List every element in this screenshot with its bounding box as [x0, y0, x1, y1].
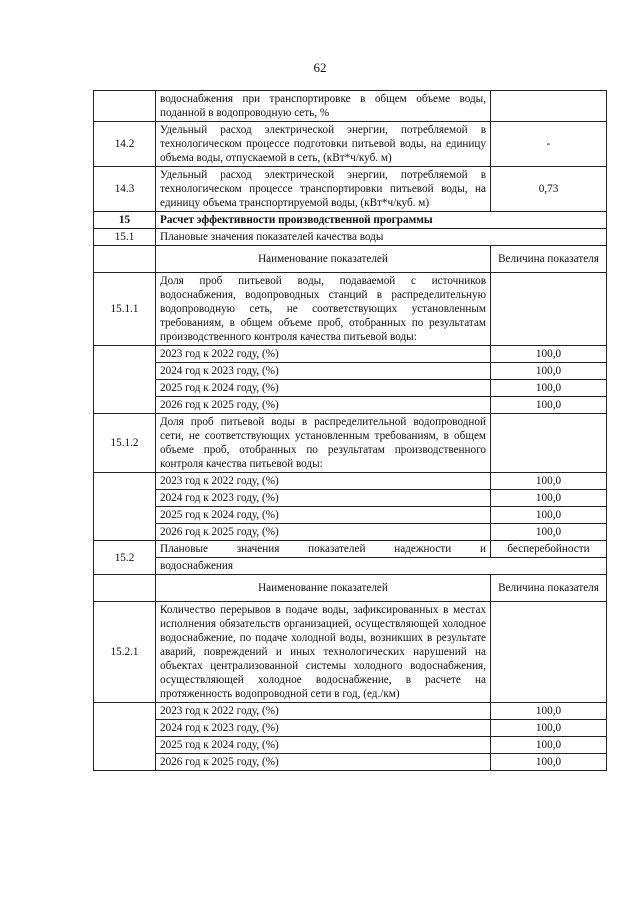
- year-label: 2024 год к 2023 году, (%): [156, 363, 491, 380]
- header-row: [94, 246, 607, 273]
- year-row: [94, 346, 607, 363]
- header-name: Наименование показателей: [156, 575, 491, 602]
- empty-cell: [94, 346, 156, 414]
- indicator-value: -: [491, 122, 607, 167]
- table-row: [94, 91, 607, 122]
- row-number-cell: 15.1.1: [94, 273, 156, 346]
- year-label: 2024 год к 2023 году, (%): [156, 490, 491, 507]
- year-label: 2026 год к 2025 году, (%): [156, 397, 491, 414]
- table-row: [94, 122, 607, 167]
- header-name: Наименование показателей: [156, 246, 491, 273]
- year-label: 2023 год к 2022 году, (%): [156, 346, 491, 363]
- indicator-text: водоснабжения при транспортировке в общем объеме воды, поданной в водопроводную сеть, %: [156, 91, 491, 122]
- row-number-cell: 14.3: [94, 167, 156, 212]
- section-row: [94, 212, 607, 229]
- year-label: 2025 год к 2024 году, (%): [156, 737, 491, 754]
- year-row: [94, 473, 607, 490]
- year-value: 100,0: [491, 363, 607, 380]
- indicator-text: Удельный расход электрической энергии, потребляемой в технологическом процессе подготовки питьевой воды, на единицу объема воды, отпускаемой в сеть, (кВт*ч/куб. м): [156, 122, 491, 167]
- year-value: 100,0: [491, 720, 607, 737]
- year-row: [94, 490, 607, 507]
- year-label: 2023 год к 2022 году, (%): [156, 703, 491, 720]
- subsection-title-part: Плановые значения показателей надежности и: [156, 541, 491, 558]
- indicator-text: Количество перерывов в подаче воды, зафиксированных в местах исполнения обязательств организацией, осуществляющей холодное водоснабжение, по подаче холодной воды, возникших в результате аварий, повреждений и иных технологических нарушений на объектах централизованной системы холодного водоснабжения, осуществляющей холодное водоснабжение, в расчете на протяженность водопроводной сети в год, (ед./км): [156, 602, 491, 703]
- header-empty-cell: [94, 246, 156, 273]
- row-number-cell: 14.2: [94, 122, 156, 167]
- year-label: 2024 год к 2023 году, (%): [156, 720, 491, 737]
- indicator-value: 0,73: [491, 167, 607, 212]
- year-value: 100,0: [491, 380, 607, 397]
- header-value: Величина показателя: [491, 246, 607, 273]
- indicator-text: Удельный расход электрической энергии, потребляемой в технологическом процессе транспортировки питьевой воды, на единицу объема транспортируемой воды, (кВт*ч/куб. м): [156, 167, 491, 212]
- year-row: [94, 754, 607, 771]
- year-row: [94, 703, 607, 720]
- empty-cell: [94, 473, 156, 541]
- year-label: 2026 год к 2025 году, (%): [156, 754, 491, 771]
- year-label: 2025 год к 2024 году, (%): [156, 507, 491, 524]
- table-row: [94, 273, 607, 346]
- year-value: 100,0: [491, 397, 607, 414]
- year-value: 100,0: [491, 507, 607, 524]
- subsection-title-part: водоснабжения: [156, 558, 607, 575]
- table-row: [94, 414, 607, 473]
- year-label: 2026 год к 2025 году, (%): [156, 524, 491, 541]
- header-empty-cell: [94, 575, 156, 602]
- year-row: [94, 524, 607, 541]
- subsection-row: [94, 229, 607, 246]
- header-value: Величина показателя: [491, 575, 607, 602]
- header-row: [94, 575, 607, 602]
- indicators-table: [93, 90, 607, 771]
- row-number-cell: 15.2.1: [94, 602, 156, 703]
- indicator-value: [491, 91, 607, 122]
- subsection-row: [94, 558, 607, 575]
- subsection-title: Плановые значения показателей качества воды: [156, 229, 607, 246]
- year-value: 100,0: [491, 346, 607, 363]
- table-row: [94, 167, 607, 212]
- year-label: 2025 год к 2024 году, (%): [156, 380, 491, 397]
- year-value: 100,0: [491, 524, 607, 541]
- year-row: [94, 397, 607, 414]
- indicator-value: [491, 602, 607, 703]
- year-row: [94, 720, 607, 737]
- year-row: [94, 737, 607, 754]
- table-row: [94, 602, 607, 703]
- section-number: 15: [94, 212, 156, 229]
- empty-cell: [94, 703, 156, 771]
- indicator-text: Доля проб питьевой воды в распределительной водопроводной сети, не соответствующих установленным требованиям, в общем объеме проб, отобранных по результатам производственного контроля качества питьевой воды:: [156, 414, 491, 473]
- row-number-cell: [94, 91, 156, 122]
- section-title: Расчет эффективности производственной программы: [156, 212, 607, 229]
- year-value: 100,0: [491, 490, 607, 507]
- indicator-value: [491, 414, 607, 473]
- indicator-value: [491, 273, 607, 346]
- subsection-title-part: бесперебойности: [491, 541, 607, 558]
- indicator-text: Доля проб питьевой воды, подаваемой с источников водоснабжения, водопроводных станций в распределительную водопроводную сеть, не соответствующих установленным требованиям, в общем объеме проб, отобранных по результатам производственного контроля качества питьевой воды:: [156, 273, 491, 346]
- year-row: [94, 380, 607, 397]
- subsection-number: 15.1: [94, 229, 156, 246]
- row-number-cell: 15.1.2: [94, 414, 156, 473]
- subsection-number: 15.2: [94, 541, 156, 575]
- year-value: 100,0: [491, 754, 607, 771]
- year-label: 2023 год к 2022 году, (%): [156, 473, 491, 490]
- year-row: [94, 363, 607, 380]
- year-row: [94, 507, 607, 524]
- year-value: 100,0: [491, 737, 607, 754]
- year-value: 100,0: [491, 703, 607, 720]
- year-value: 100,0: [491, 473, 607, 490]
- page-number: 62: [313, 60, 327, 75]
- subsection-row: [94, 541, 607, 558]
